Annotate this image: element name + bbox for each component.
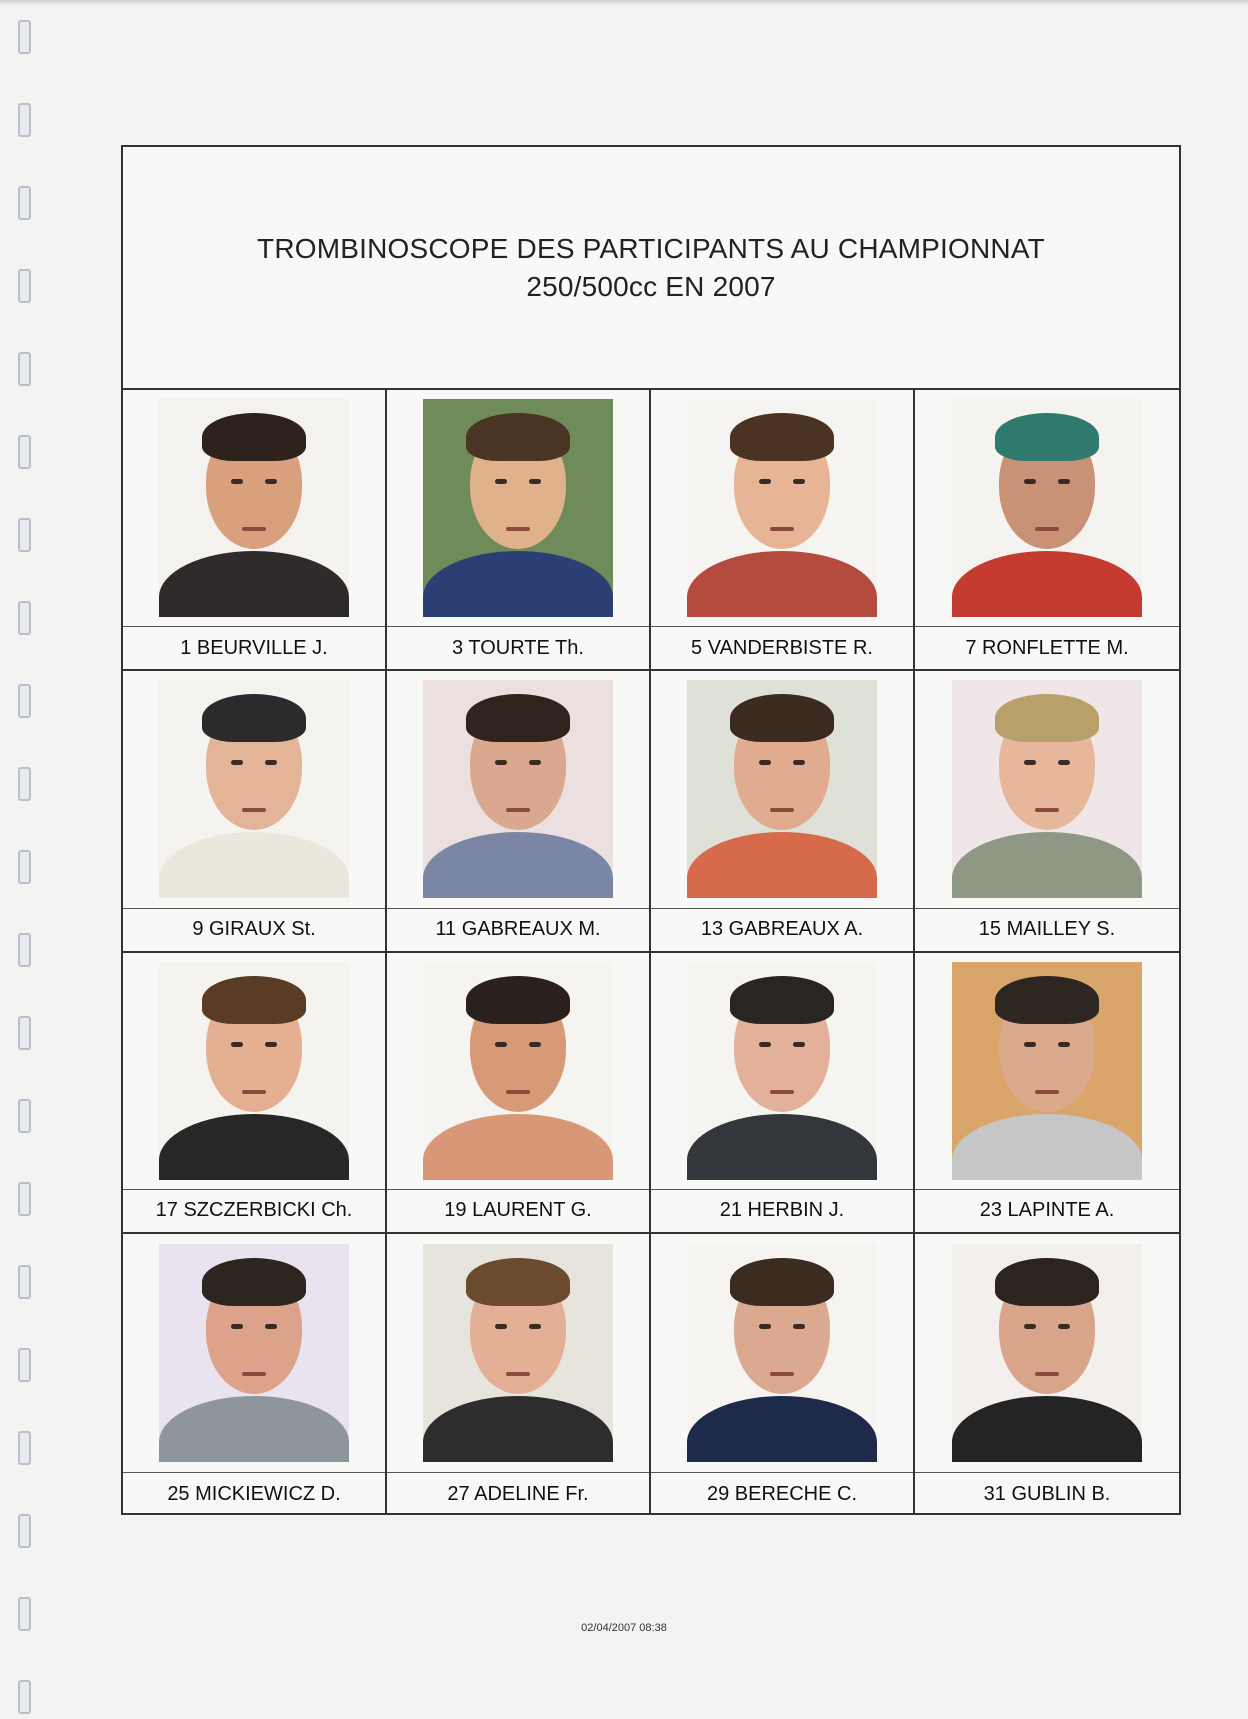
- photo-area: [123, 390, 385, 627]
- participant-photo: [687, 680, 877, 898]
- participant-photo: [423, 680, 613, 898]
- participant-photo: [423, 399, 613, 617]
- photo-eye: [265, 1324, 277, 1329]
- participant-cell: [651, 390, 915, 671]
- photo-area: [123, 671, 385, 908]
- participant-label: 15 MAILLEY S.: [978, 918, 1116, 940]
- title-line-2: 250/500cc EN 2007: [526, 270, 776, 302]
- participant-label: 5 VANDERBISTE R.: [691, 636, 873, 659]
- photo-mouth: [770, 1090, 794, 1094]
- binding-hole: [18, 684, 31, 718]
- photo-hair: [730, 694, 834, 742]
- photo-area: [651, 953, 913, 1190]
- participant-label: 13 GABREAUX A.: [700, 918, 864, 940]
- binding-hole: [18, 933, 31, 967]
- photo-shoulders: [952, 1396, 1142, 1462]
- participant-cell: [915, 390, 1179, 671]
- photo-eye: [793, 1324, 805, 1329]
- participant-photo: [687, 1244, 877, 1462]
- binding-hole: [18, 269, 31, 303]
- photo-hair: [466, 694, 570, 742]
- participant-cell: [123, 671, 387, 952]
- photo-mouth: [1035, 1090, 1059, 1094]
- participant-label: 25 MICKIEWICZ D.: [167, 1482, 341, 1505]
- trombinoscope-sheet: [121, 145, 1181, 1515]
- photo-eye: [231, 760, 243, 765]
- participant-label: 19 LAURENT G.: [444, 1199, 592, 1222]
- binding-hole: [18, 1099, 31, 1133]
- participant-cell: [123, 1234, 387, 1515]
- comb-binding: [14, 20, 36, 1710]
- photo-hair: [466, 976, 570, 1024]
- photo-hair: [202, 413, 306, 461]
- photo-hair: [995, 413, 1099, 461]
- photo-eye: [495, 479, 507, 484]
- photo-shoulders: [423, 551, 613, 617]
- participant-cell: [915, 953, 1179, 1234]
- binding-hole: [18, 1348, 31, 1382]
- photo-shoulders: [687, 551, 877, 617]
- photo-shoulders: [687, 1114, 877, 1180]
- photo-mouth: [506, 1090, 530, 1094]
- photo-eye: [1058, 1324, 1070, 1329]
- photo-mouth: [242, 808, 266, 812]
- photo-eye: [529, 479, 541, 484]
- photo-hair: [466, 1258, 570, 1306]
- binding-hole: [18, 850, 31, 884]
- binding-hole: [18, 103, 31, 137]
- binding-hole: [18, 1182, 31, 1216]
- participant-label: 1 BEURVILLE J.: [180, 636, 328, 659]
- photo-area: [915, 671, 1179, 908]
- photo-eye: [265, 1042, 277, 1047]
- participant-photo: [423, 962, 613, 1180]
- footer-timestamp: 02/04/2007 08:38: [581, 1622, 667, 1634]
- photo-area: [387, 953, 649, 1190]
- photo-eye: [793, 479, 805, 484]
- photo-eye: [1058, 479, 1070, 484]
- photo-mouth: [770, 1372, 794, 1376]
- photo-area: [387, 671, 649, 908]
- photo-eye: [529, 760, 541, 765]
- photo-hair: [995, 976, 1099, 1024]
- participant-label: 23 LAPINTE A.: [979, 1199, 1115, 1222]
- page-top-edge: [0, 0, 1248, 6]
- photo-shoulders: [952, 1114, 1142, 1180]
- photo-eye: [1058, 1042, 1070, 1047]
- photo-mouth: [242, 1090, 266, 1094]
- photo-eye: [793, 1042, 805, 1047]
- participant-cell: [915, 671, 1179, 952]
- participant-label: 21 HERBIN J.: [719, 1199, 845, 1222]
- photo-hair: [202, 976, 306, 1024]
- photo-eye: [1024, 1324, 1036, 1329]
- photo-shoulders: [952, 832, 1142, 898]
- participant-cell: [651, 1234, 915, 1515]
- photo-area: [915, 953, 1179, 1190]
- binding-hole: [18, 1431, 31, 1465]
- photo-shoulders: [159, 1396, 349, 1462]
- photo-eye: [759, 1042, 771, 1047]
- photo-area: [387, 390, 649, 627]
- photo-eye: [1024, 760, 1036, 765]
- photo-shoulders: [423, 832, 613, 898]
- photo-area: [651, 1234, 913, 1473]
- photo-mouth: [506, 1372, 530, 1376]
- photo-hair: [202, 694, 306, 742]
- photo-area: [123, 953, 385, 1190]
- photo-mouth: [1035, 1372, 1059, 1376]
- photo-mouth: [242, 527, 266, 531]
- title-line-1: TROMBINOSCOPE DES PARTICIPANTS AU CHAMPIONNAT: [257, 232, 1045, 264]
- photo-eye: [231, 1042, 243, 1047]
- participant-photo: [952, 1244, 1142, 1462]
- photo-area: [651, 390, 913, 627]
- photo-hair: [995, 1258, 1099, 1306]
- binding-hole: [18, 1016, 31, 1050]
- binding-hole: [18, 1265, 31, 1299]
- photo-eye: [793, 760, 805, 765]
- participant-label: 27 ADELINE Fr.: [447, 1482, 589, 1505]
- binding-hole: [18, 767, 31, 801]
- photo-eye: [265, 479, 277, 484]
- photo-eye: [529, 1042, 541, 1047]
- photo-mouth: [770, 808, 794, 812]
- participant-grid: [123, 390, 1179, 1515]
- participant-photo: [952, 680, 1142, 898]
- title-box: [123, 147, 1179, 390]
- photo-eye: [265, 760, 277, 765]
- participant-label: 9 GIRAUX St.: [192, 918, 316, 940]
- photo-shoulders: [952, 551, 1142, 617]
- photo-shoulders: [423, 1114, 613, 1180]
- participant-photo: [159, 680, 349, 898]
- binding-hole: [18, 186, 31, 220]
- participant-cell: [387, 671, 651, 952]
- photo-mouth: [770, 527, 794, 531]
- photo-mouth: [242, 1372, 266, 1376]
- photo-eye: [231, 1324, 243, 1329]
- participant-cell: [387, 953, 651, 1234]
- photo-eye: [495, 1042, 507, 1047]
- photo-shoulders: [159, 551, 349, 617]
- participant-label: 17 SZCZERBICKI Ch.: [155, 1199, 353, 1222]
- photo-eye: [759, 760, 771, 765]
- photo-area: [387, 1234, 649, 1473]
- participant-cell: [915, 1234, 1179, 1515]
- photo-area: [915, 1234, 1179, 1473]
- photo-area: [123, 1234, 385, 1473]
- photo-hair: [730, 976, 834, 1024]
- photo-eye: [495, 760, 507, 765]
- photo-hair: [995, 694, 1099, 742]
- participant-photo: [687, 962, 877, 1180]
- participant-photo: [159, 962, 349, 1180]
- photo-mouth: [1035, 527, 1059, 531]
- participant-photo: [687, 399, 877, 617]
- participant-cell: [123, 953, 387, 1234]
- participant-photo: [159, 399, 349, 617]
- photo-area: [651, 671, 913, 908]
- participant-photo: [952, 399, 1142, 617]
- photo-shoulders: [159, 1114, 349, 1180]
- photo-shoulders: [423, 1396, 613, 1462]
- binding-hole: [18, 435, 31, 469]
- photo-eye: [1024, 479, 1036, 484]
- binding-hole: [18, 20, 31, 54]
- photo-mouth: [506, 808, 530, 812]
- participant-cell: [651, 671, 915, 952]
- photo-eye: [1058, 760, 1070, 765]
- participant-label: 31 GUBLIN B.: [983, 1482, 1111, 1505]
- photo-eye: [1024, 1042, 1036, 1047]
- participant-cell: [387, 390, 651, 671]
- photo-shoulders: [159, 832, 349, 898]
- photo-mouth: [1035, 808, 1059, 812]
- participant-cell: [123, 390, 387, 671]
- participant-label: 7 RONFLETTE M.: [965, 636, 1129, 659]
- photo-eye: [759, 1324, 771, 1329]
- photo-area: [915, 390, 1179, 627]
- photo-eye: [759, 479, 771, 484]
- binding-hole: [18, 518, 31, 552]
- photo-shoulders: [687, 832, 877, 898]
- binding-hole: [18, 1680, 31, 1714]
- photo-shoulders: [687, 1396, 877, 1462]
- photo-hair: [730, 1258, 834, 1306]
- participant-cell: [651, 953, 915, 1234]
- participant-photo: [423, 1244, 613, 1462]
- participant-cell: [387, 1234, 651, 1515]
- participant-photo: [159, 1244, 349, 1462]
- participant-label: 29 BERECHE C.: [706, 1482, 858, 1505]
- photo-eye: [231, 479, 243, 484]
- photo-hair: [202, 1258, 306, 1306]
- binding-hole: [18, 601, 31, 635]
- photo-hair: [730, 413, 834, 461]
- photo-mouth: [506, 527, 530, 531]
- binding-hole: [18, 352, 31, 386]
- participant-label: 3 TOURTE Th.: [452, 636, 584, 659]
- participant-label: 11 GABREAUX M.: [435, 918, 601, 940]
- binding-hole: [18, 1514, 31, 1548]
- photo-eye: [495, 1324, 507, 1329]
- photo-eye: [529, 1324, 541, 1329]
- photo-hair: [466, 413, 570, 461]
- participant-photo: [952, 962, 1142, 1180]
